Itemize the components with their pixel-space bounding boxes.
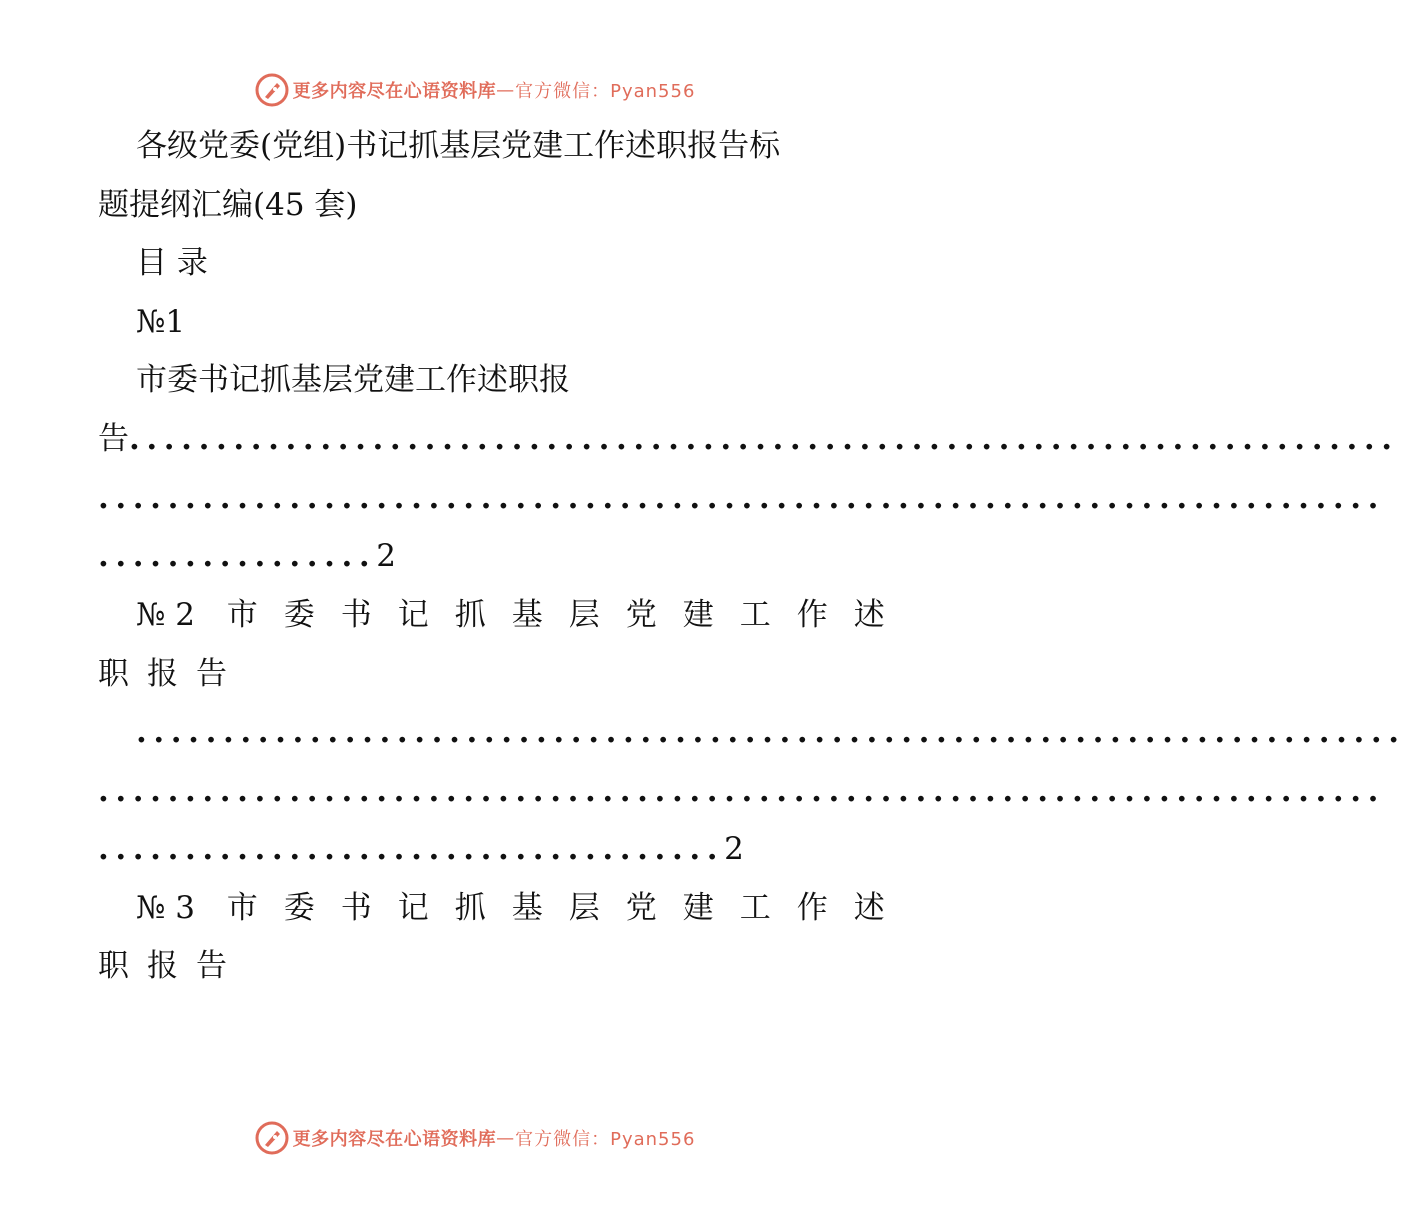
dot-leader: .................................... [98,831,725,867]
dash-separator: — [496,1127,516,1149]
dash-separator: — [496,79,516,101]
entry-2-number: № 2 [136,597,195,633]
site-name: 更多内容尽在心语资料库 [292,1129,497,1150]
entry-1-page: 2 [376,538,397,574]
entry-2-text: 市委书记抓基层党建工作述 [226,597,911,633]
entry-2-text-wrap: 职报告 [98,656,245,692]
entry-3-text: 市委书记抓基层党建工作述 [226,890,911,926]
footer-watermark [0,1118,950,1158]
dot-leader: ......................................................................... [136,714,1406,750]
doc-title-line2: 题提纲汇编(45 套) [98,187,358,223]
entry-3-text-wrap: 职报告 [98,948,245,984]
entry-1-number: №1 [136,304,186,340]
pen-nib-logo-icon [255,1121,289,1155]
dot-leader: ................ [98,538,377,574]
entry-1-text-line1: 市委书记抓基层党建工作述职报 [136,362,570,398]
entry-1-text-end: 告 [98,421,129,457]
doc-title-line1: 各级党委(党组)书记抓基层党建工作述职报告标 [136,128,781,164]
site-name: 更多内容尽在心语资料库 [292,81,497,102]
entry-2-heading [136,595,911,635]
dot-leader: .......................................................................... [98,773,1386,809]
pen-nib-logo-icon [255,73,289,107]
entry-1-page-line [98,536,858,576]
dot-leader: .......................................................................... [98,480,1386,516]
entry-3-number: № 3 [136,890,195,926]
entry-3-heading [136,888,911,928]
entry-1-text-line2 [98,419,1399,459]
header-watermark [0,70,950,110]
wechat-id: 官方微信：Pyan556 [515,81,696,102]
entry-2-page-line [98,829,858,869]
dot-leader: ......................................................................... [129,421,1399,457]
wechat-id: 官方微信：Pyan556 [515,1129,696,1150]
toc-heading: 目 录 [136,245,208,281]
entry-2-page: 2 [724,831,744,867]
